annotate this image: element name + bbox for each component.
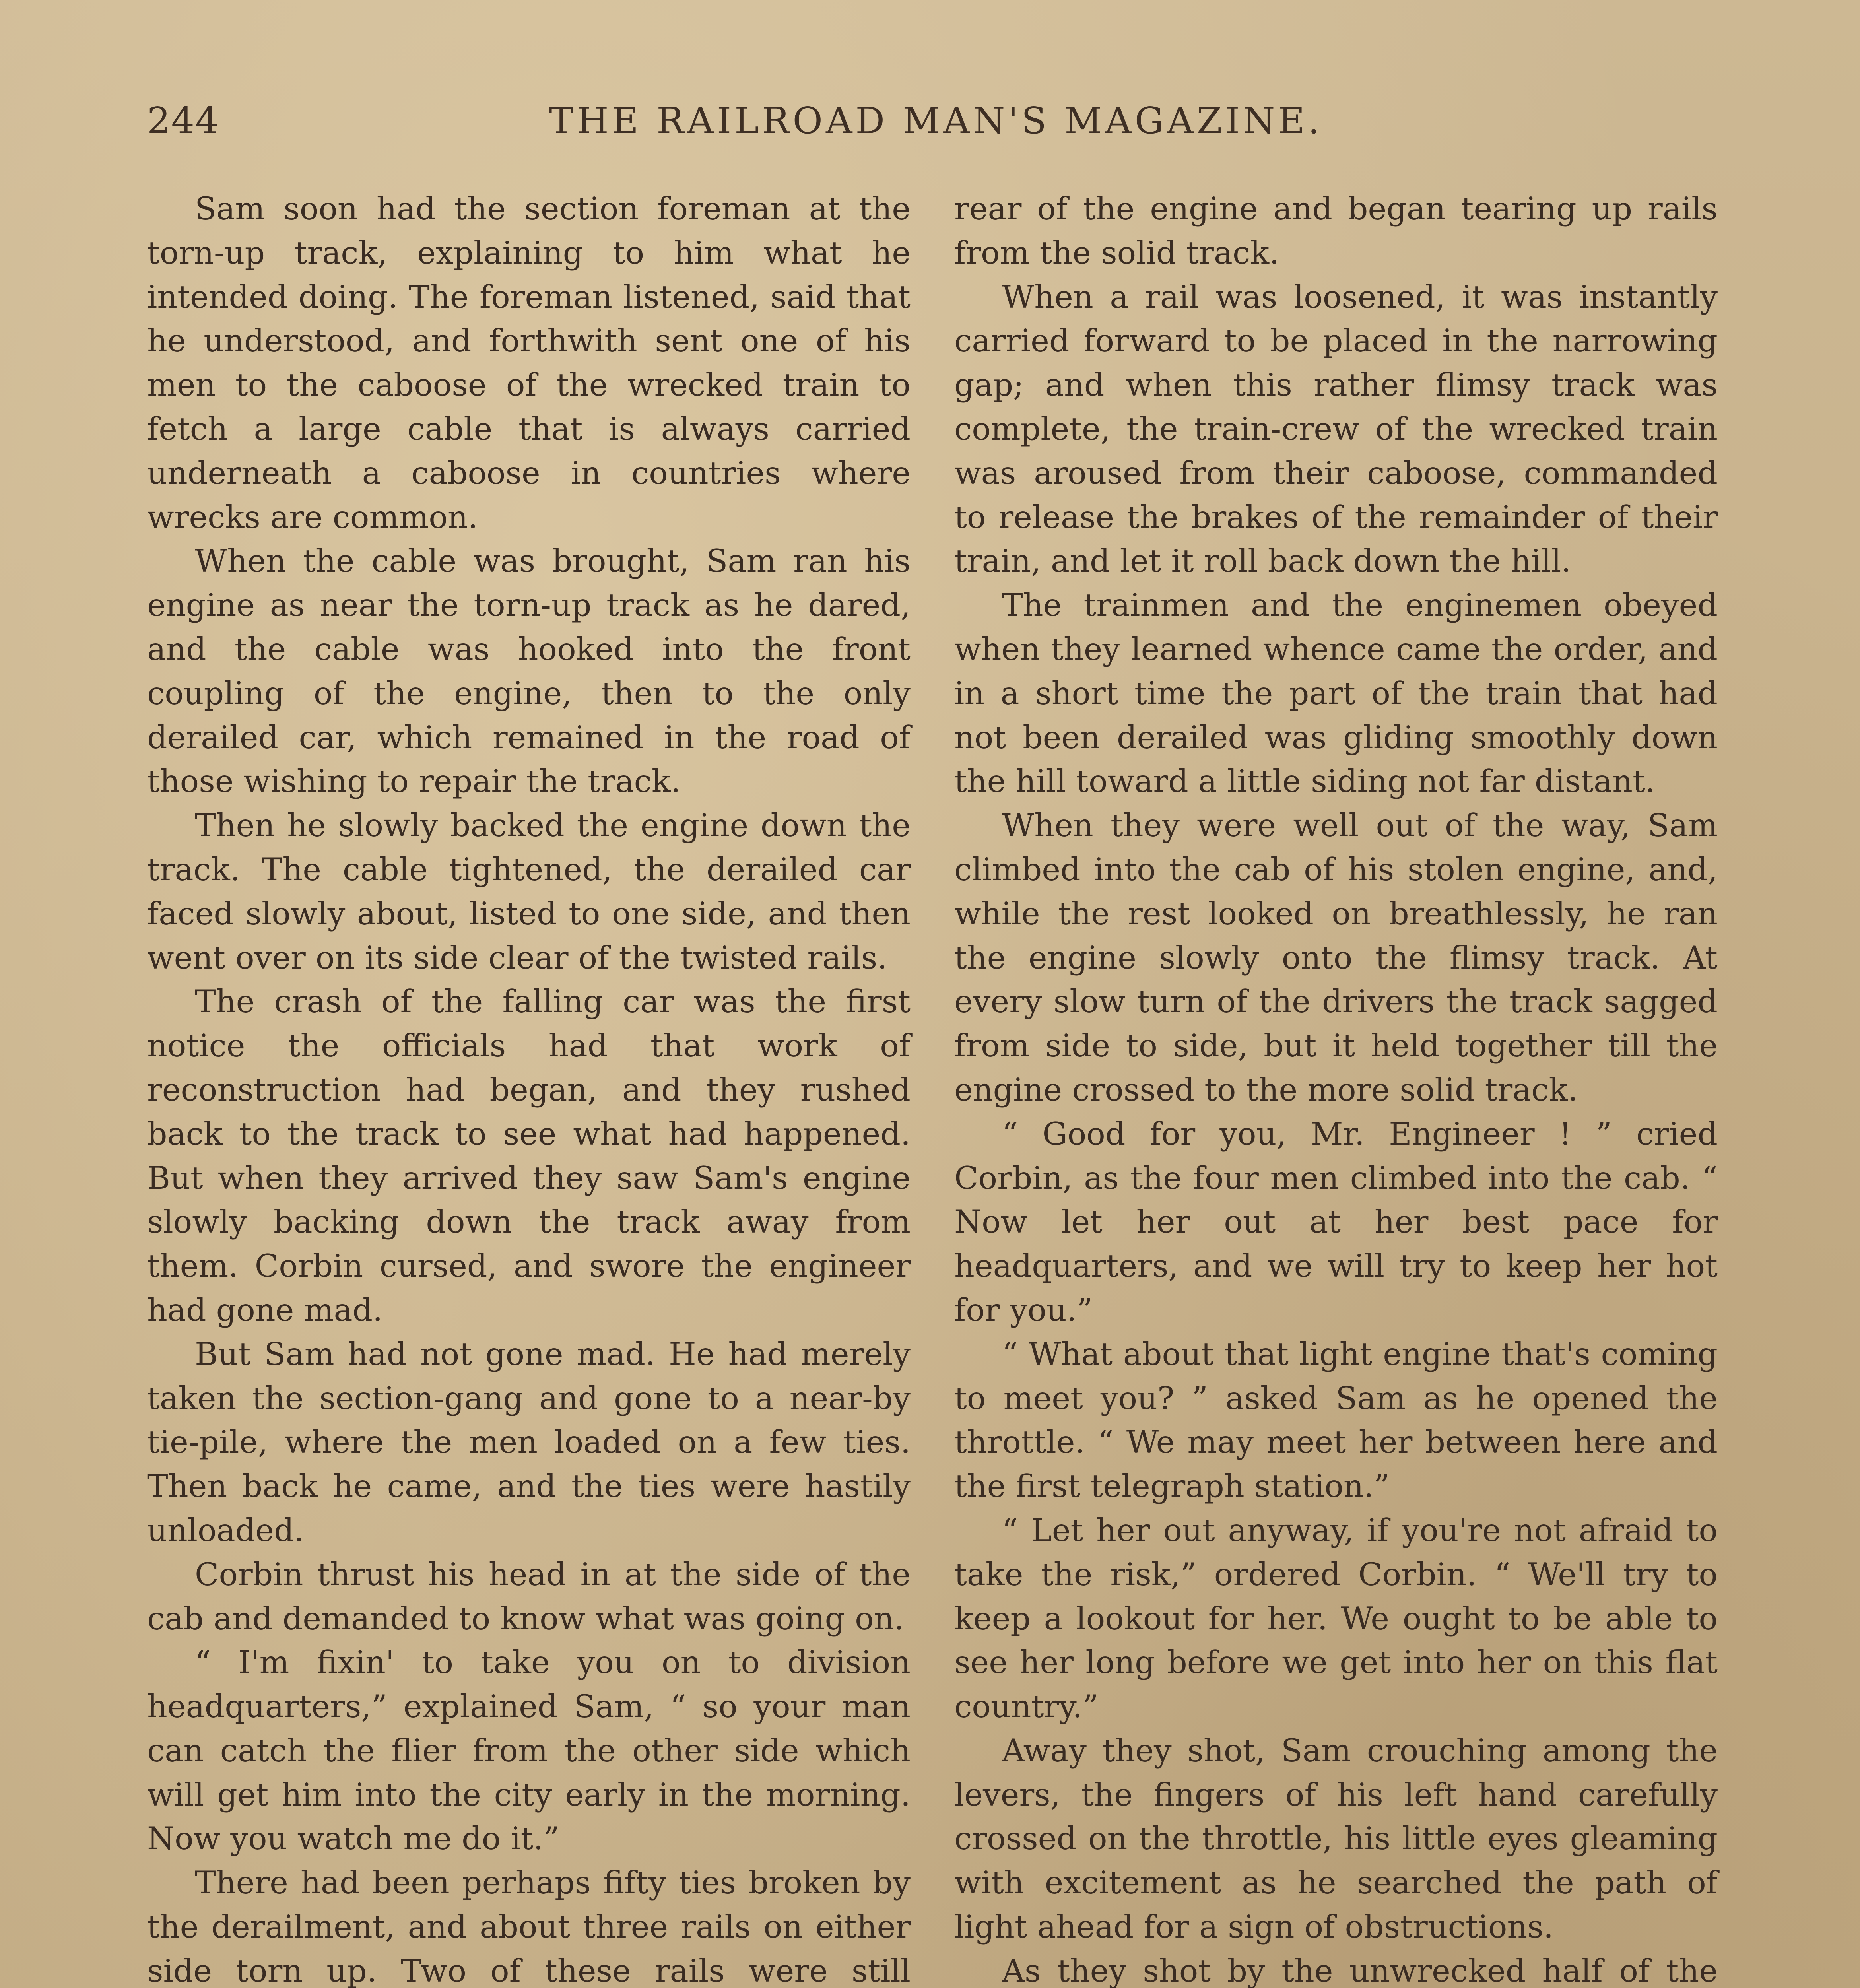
right-column bbox=[954, 187, 1718, 1988]
paragraph: When the cable was brought, Sam ran his engine as near the torn-up track as he dared, and the cable was hooked into the front coupling of the engine, then to the only derailed car, which remained in the road of those wishing to repair the track. bbox=[147, 543, 911, 800]
paragraph: “ Let her out anyway, if you're not afraid to take the risk,” ordered Corbin. “ We'll try to keep a lookout for her. We ought to be able to see her long before we get into her on this flat country.” bbox=[954, 1512, 1718, 1725]
paragraph: The crash of the falling car was the first notice the officials had that work of reconstruction had began, and they rushed back to the track to see what had happened. But when they arrived they saw Sam's engine slowly backing down the track away from them. Corbin cursed, and swore the engineer had gone mad. bbox=[147, 983, 911, 1328]
paragraph: “ What about that light engine that's coming to meet you? ” asked Sam as he opened the throttle. “ We may meet her between here and the first telegraph station.” bbox=[954, 1336, 1718, 1505]
paragraph: Corbin thrust his head in at the side of the cab and demanded to know what was going on. bbox=[147, 1556, 911, 1637]
paragraph: Sam soon had the section foreman at the torn-up track, explaining to him what he intended doing. The foreman listened, said that he understood, and forthwith sent one of his men to the caboose of the wrecked train to fetch a large cable that is always carried underneath a caboose in countries where wrecks are common. bbox=[147, 190, 911, 536]
paragraph: When a rail was loosened, it was instantly carried forward to be placed in the narrowing gap; and when this rather flimsy track was complete, the train-crew of the wrecked train was aroused from their caboose, commanded to release the brakes of the remainder of their train, and let it roll back down the hill. bbox=[954, 278, 1718, 580]
paragraph: There had been perhaps fifty ties broken by the derailment, and about three rails on either side torn up. Two of these rails were still bbox=[147, 1864, 911, 1988]
left-column bbox=[147, 187, 911, 1988]
paragraph: But Sam had not gone mad. He had merely taken the section-gang and gone to a near-by tie-pile, where the men loaded on a few ties. Then back he came, and the ties were hastily unloaded. bbox=[147, 1336, 911, 1549]
paragraph: “ I'm fixin' to take you on to division headquarters,” explained Sam, “ so your man can catch the flier from the other side which will get him into the city early in the morning. Now you watch me do it.” bbox=[147, 1644, 911, 1857]
page-header bbox=[147, 99, 1725, 151]
paragraph: The trainmen and the enginemen obeyed when they learned whence came the order, and in a short time the part of the train that had not been derailed was gliding smoothly down the hill toward a little siding not far distant. bbox=[954, 587, 1718, 800]
continued-paragraph: rear of the engine and began tearing up rails from the solid track. bbox=[954, 190, 1718, 271]
paragraph: As they shot by the unwrecked half of the bbox=[1002, 1952, 1718, 1988]
paragraph: When they were well out of the way, Sam climbed into the cab of his stolen engine, and, while the rest looked on breathlessly, he ran the engine slowly onto the flimsy track. At every slow turn of the drivers the track sagged from side to side, but it held together till the engine crossed to the more solid track. bbox=[954, 807, 1718, 1108]
running-title: THE RAILROAD MAN'S MAGAZINE. bbox=[549, 99, 1323, 142]
paragraph: “ Good for you, Mr. Engineer ! ” cried Corbin, as the four men climbed into the cab. “ Now let her out at her best pace for headquarters, and we will try to keep her hot for you.” bbox=[954, 1115, 1718, 1328]
paragraph: Away they shot, Sam crouching among the levers, the fingers of his left hand carefully crossed on the throttle, his little eyes gleaming with excitement as he searched the path of light ahead for a sign of obstructions. bbox=[954, 1732, 1718, 1945]
paragraph: Then he slowly backed the engine down the track. The cable tightened, the derailed car faced slowly about, listed to one side, and then went over on its side clear of the twisted rails. bbox=[147, 807, 911, 976]
page-number: 244 bbox=[147, 99, 219, 142]
